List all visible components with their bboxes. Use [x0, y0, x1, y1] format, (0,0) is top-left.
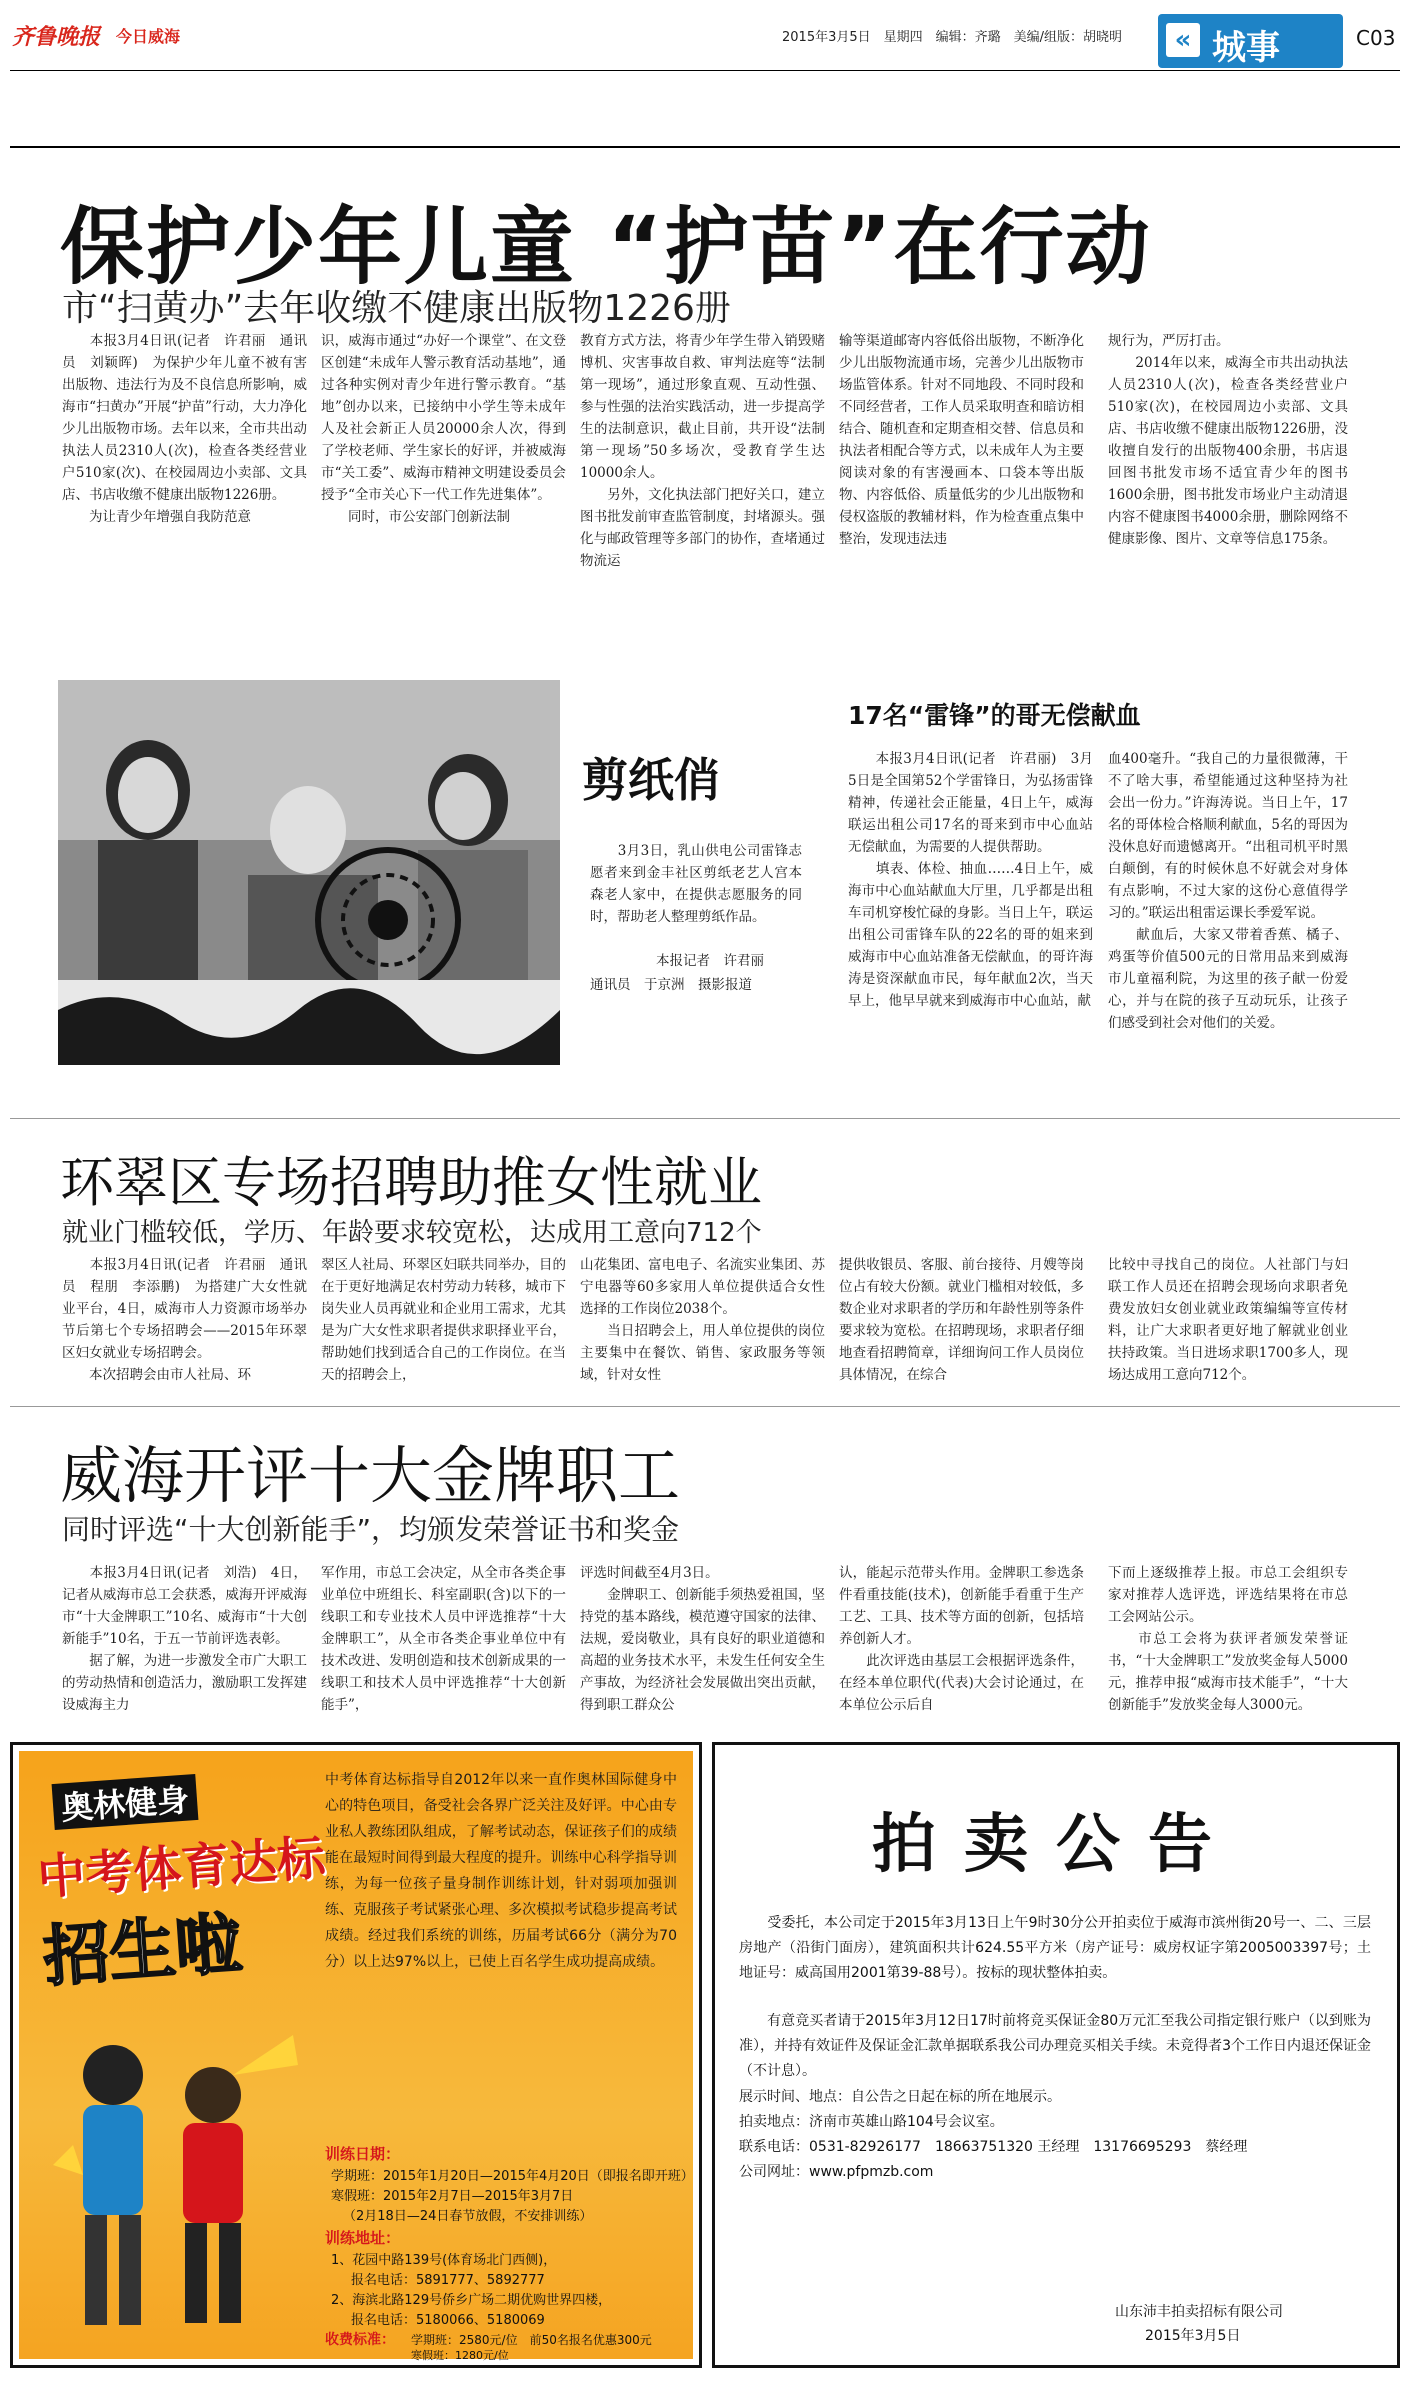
- article1-col-4: 输等渠道邮寄内容低俗出版物，不断净化少儿出版物流通市场，完善少儿出版物市场监管体系。针对不同地段、不同时段和不同经营者，工作人员采取明查和暗访相结合、随机查和定期查相交替、信息员和执法者相配合等方式，以未成年人为主要阅读对象的有害漫画本、口袋本等出版物、内容低俗、质量低劣的少儿出版物和侵权盗版的教辅材料，作为检查重点集中整治，发现违法违: [839, 333, 1084, 547]
- article4-col-2: 军作用，市总工会决定，从全市各类企事业单位中班组长、科室副职(含)以下的一线职工和专业技术人员中评选推荐“十大金牌职工”，从全市各类企事业单位中有技术改进、发明创造和技术创新成果的一线职工和技术人员中评选推荐“十大创新能手”，: [321, 1565, 566, 1713]
- photo-credit-1: 本报记者 许君丽: [656, 953, 764, 969]
- subhead-3: 就业门槛较低，学历、年龄要求较宽松，达成用工意向712个: [62, 1218, 762, 1248]
- auction-para-1: 受委托，本公司定于2015年3月13日上午9时30分公开拍卖位于威海市滨州街20号一、二、三层房地产（沿街门面房），建筑面积共计624.55平方米（房产证号：威房权证字第2005003397号；土地证号：威高国用2001第39-88号）。按标的现状整体拍卖。: [739, 1915, 1371, 1981]
- divider-4: [10, 1406, 1400, 1407]
- photo-illustration: [58, 680, 560, 1065]
- ad-addr-label: 训练地址：: [325, 2229, 401, 2247]
- ad-title: 中考体育达标: [35, 1830, 327, 1906]
- section-tab: [1158, 14, 1343, 68]
- chevron-left-icon: «: [1166, 23, 1200, 57]
- article1-col-2: 识，威海市通过“办好一个课堂”、在文登区创建“未成年人警示教育活动基地”，通过各种实例对青少年进行警示教育。“基地”创办以来，已接纳中小学生等未成年人及社会新正人员20000余人次，得到了学校老师、学生家长的好评，并被威海市“关工委”、威海市精神文明建设委员会授予“全市关心下一代工作先进集体”。 同时，市公安部门创新法制: [321, 333, 566, 525]
- ad-intro: 中考体育达标指导自2012年以来一直作奥林国际健身中心的特色项目，备受社会各界广泛关注及好评。中心由专业私人教练团队组成，了解考试动态，保证孩子们的成绩能在最短时间得到最大程度的提升。训练中心科学指导训练，为每一位孩子量身制作训练计划，针对弱项加强训练、克服孩子考试紧张心理、多次模拟考试稳步提高考试成绩。经过我们系统的训练，历届考试66分（满分为70分）以上达97%以上，已使上百名学生成功提高成绩。: [325, 1772, 677, 1970]
- article4-col-5: 下而上逐级推荐上报。市总工会组织专家对推荐人选评选，评选结果将在市总工会网站公示。 市总工会将为获评者颁发荣誉证书，“十大金牌职工”发放奖金每人5000元，推荐申报“威海市技术能手”，“十大创新能手”发放奖金每人3000元。: [1108, 1565, 1348, 1713]
- subhead-4: 同时评选“十大创新能手”，均颁发荣誉证书和奖金: [62, 1513, 680, 1546]
- ad-fee-2: 寒假班：1280元/位: [411, 2349, 509, 2362]
- article3-col-1: 本报3月4日讯(记者 许君丽 通讯员 程朋 李添鹏) 为搭建广大女性就业平台，4日，威海市人力资源市场举办节后第七个专场招聘会——2015年环翠区妇女就业专场招聘会。 本次招聘会由市人社局、环: [62, 1257, 307, 1383]
- article3-col-3: 山花集团、富电电子、名流实业集团、苏宁电器等60多家用人单位提供适合女性选择的工作岗位2038个。 当日招聘会上，用人单位提供的岗位主要集中在餐饮、销售、家政服务等领域，针对女性: [580, 1257, 825, 1383]
- ad-addr-2: 2、海滨北路129号侨乡广场二期优购世界四楼，: [331, 2293, 612, 2308]
- ad-time-1: 学期班：2015年1月20日—2015年4月20日（即报名即开班）: [331, 2169, 694, 2184]
- article3-col-4: 提供收银员、客服、前台接待、月嫂等岗位占有较大份额。就业门槛相对较低，多数企业对求职者的学历和年龄性别等条件要求较为宽松。在招聘现场，求职者仔细地查看招聘简章，详细询问工作人员岗位具体情况，在综合: [839, 1257, 1084, 1383]
- photo-credit-2: 通讯员 于京洲 摄影报道: [590, 977, 752, 993]
- auction-line-3: 联系电话：0531-82926177 18663751320 王经理 13176695293 蔡经理: [739, 2139, 1248, 2155]
- ad-tel-2: 报名电话：5180066、5180069: [351, 2313, 545, 2328]
- article1-col-5: 规行为，严厉打击。 2014年以来，威海全市共出动执法人员2310人(次)，检查各类经营业户510家(次)，在校园周边小卖部、文具店、书店收缴不健康出版物1226册，没收擅自发行的出版物400余册，书店退回图书批发市场不适宜青少年的图书1600余册，图书批发市场业户主动清退内容不健康图书4000余册，删除网络不健康影像、图片、文章等信息175条。: [1108, 333, 1348, 547]
- edition-name: 今日威海: [116, 27, 181, 46]
- ad-fee-label: 收费标准：: [325, 2332, 395, 2348]
- header-rule: [10, 70, 1400, 71]
- photo-caption: 3月3日，乳山供电公司雷锋志愿者来到金丰社区剪纸老艺人宫本森老人家中，在提供志愿服务的同时，帮助老人整理剪纸作品。: [590, 843, 802, 925]
- article4-col-3: 评选时间截至4月3日。 金牌职工、创新能手须热爱祖国，坚持党的基本路线，模范遵守国家的法律、法规，爱岗敬业，具有良好的职业道德和高超的业务技术水平，未发生任何安全生产事故，为经济社会发展做出突出贡献，得到职工群众公: [580, 1565, 825, 1713]
- article3-col-5: 比较中寻找自己的岗位。人社部门与妇联工作人员还在招聘会现场向求职者免费发放妇女创业就业政策编编等宣传材料，让广大求职者更好地了解就业创业扶持政策。当日进场求职1700多人，现场达成用工意向712个。: [1108, 1257, 1348, 1383]
- auction-line-1: 展示时间、地点：自公告之日起在标的所在地展示。: [739, 2089, 1061, 2105]
- auction-date: 2015年3月5日: [1145, 2328, 1241, 2344]
- header-rule-thick: [10, 146, 1400, 148]
- auction-company: 山东沛丰拍卖招标有限公司: [1115, 2304, 1283, 2320]
- ad-time-2: 寒假班：2015年2月7日—2015年3月7日: [331, 2189, 574, 2204]
- headline-3: 环翠区专场招聘助推女性就业: [60, 1151, 762, 1214]
- auction-notice: [712, 1742, 1400, 2368]
- headline-2: 17名“雷锋”的哥无偿献血: [848, 701, 1141, 730]
- article4-col-1: 本报3月4日讯(记者 刘浩) 4日，记者从威海市总工会获悉，威海开评威海市“十大金牌职工”10名、威海市“十大创新能手”10名，于五一节前评选表彰。 据了解，为进一步激发全市广大职工的劳动热情和创造活力，激励职工发挥建设威海主力: [62, 1565, 307, 1713]
- ad-fee-1: 学期班：2580元/位 前50名报名优惠300元: [411, 2333, 652, 2347]
- article2-col-2: 血400毫升。“我自己的力量很微薄，干不了啥大事，希望能通过这种坚持为社会出一份力。”许海涛说。当日上午，17名的哥体检合格顺利献血，5名的哥因为没休息好而遗憾离开。“出租司机平时黑白颠倒，有的时候休息不好就会对身体有点影响，不过大家的这份心意值得学习的。”联运出租雷运课长季爱军说。 献血后，大家又带着香蕉、橘子、鸡蛋等价值500元的日常用品来到威海市儿童福利院，为这里的孩子献一份爱心，并与在院的孩子互动玩乐，让孩子们感受到社会对他们的关爱。: [1108, 751, 1348, 1031]
- divider-3: [10, 1118, 1400, 1119]
- headline-4: 威海开评十大金牌职工: [60, 1439, 681, 1512]
- headline-1: 保护少年儿童 “护苗”在行动: [60, 198, 1152, 296]
- article4-col-4: 认，能起示范带头作用。金牌职工参选条件看重技能(技术)，创新能手看重于生产工艺、工具、技术等方面的创新，包括培养创新人才。 此次评选由基层工会根据评选条件，在经本单位职代(代表)大会讨论通过，在本单位公示后自: [839, 1565, 1084, 1713]
- ad-slogan: 招生啦: [40, 1905, 244, 1996]
- auction-line-4: 公司网址：www.pfpmzb.com: [739, 2164, 934, 2180]
- article2-col-1: 本报3月4日讯(记者 许君丽) 3月5日是全国第52个学雷锋日，为弘扬雷锋精神，传递社会正能量，4日上午，威海联运出租公司17名的哥来到市中心血站无偿献血，为需要的人提供帮助。 填表、体检、抽血……4日上午，威海市中心血站献血大厅里，几乎都是出租车司机穿梭忙碌的身影。当日上午，联运出租公司雷锋车队的22名的哥的姐来到威海市中心血站准备无偿献血，的哥许海涛是资深献血市民，每年献血2次，当天早上，他早早就来到威海市中心血站，献: [848, 751, 1093, 1009]
- masthead: [10, 14, 1400, 74]
- date-line: 2015年3月5日 星期四 编辑：齐璐 美编/组版：胡晓明: [782, 30, 1123, 45]
- news-photo: [58, 680, 560, 1065]
- subhead-1: 市“扫黄办”去年收缴不健康出版物1226册: [62, 288, 731, 329]
- section-name: 城事: [1212, 28, 1280, 68]
- auction-title: 拍卖公告: [872, 1807, 1240, 1882]
- article1-col-3: 教育方式方法，将青少年学生带入销毁赌博机、灾害事故自救、审判法庭等“法制第一现场”，通过形象直观、互动性强、参与性强的法治实践活动，进一步提高学生的法制意识，截止目前，共开设“法制第一现场”50多场次，受教育学生达10000余人。 另外，文化执法部门把好关口，建立图书批发前审查监管制度，封堵源头。强化与邮政管理等多部门的协作，查堵通过物流运: [580, 333, 825, 569]
- ad-time-3: （2月18日—24日春节放假，不安排训练）: [343, 2209, 593, 2224]
- ad-addr-1: 1、花园中路139号(体育场北门西侧)，: [331, 2253, 557, 2268]
- article1-col-1: 本报3月4日讯(记者 许君丽 通讯员 刘颖晖) 为保护少年儿童不被有害出版物、违法行为及不良信息所影响，威海市“扫黄办”开展“护苗”行动，大力净化少儿出版物市场。去年以来，全市共出动执法人员2310人(次)，检查各类经营业户510家(次)、在校园周边小卖部、文具店、书店收缴不健康出版物1226册。 为让青少年增强自我防范意: [62, 333, 307, 525]
- photo-title: 剪纸俏: [582, 753, 720, 807]
- article3-col-2: 翠区人社局、环翠区妇联共同举办，目的在于更好地满足农村劳动力转移，城市下岗失业人员再就业和企业用工需求，尤其是为广大女性求职者提供求职择业平台，帮助她们找到适合自己的工作岗位。在当天的招聘会上，: [321, 1257, 566, 1383]
- ad-brand: 奥林健身: [52, 1774, 199, 1830]
- fitness-ad: [10, 1742, 702, 2368]
- ad-time-label: 训练日期：: [325, 2145, 401, 2163]
- ad-tel-1: 报名电话：5891777、5892777: [351, 2273, 545, 2288]
- ad-figures: [33, 2015, 303, 2355]
- page-number: C03: [1356, 26, 1396, 50]
- auction-line-2: 拍卖地点：济南市英雄山路104号会议室。: [739, 2114, 1004, 2130]
- auction-para-2: 有意竞买者请于2015年3月12日17时前将竞买保证金80万元汇至我公司指定银行账户（以到账为准），并持有效证件及保证金汇款单据联系我公司办理竞买相关手续。未竞得者3个工作日内退还保证金（不计息）。: [739, 2013, 1371, 2079]
- paper-name: 齐鲁晚报: [12, 24, 101, 50]
